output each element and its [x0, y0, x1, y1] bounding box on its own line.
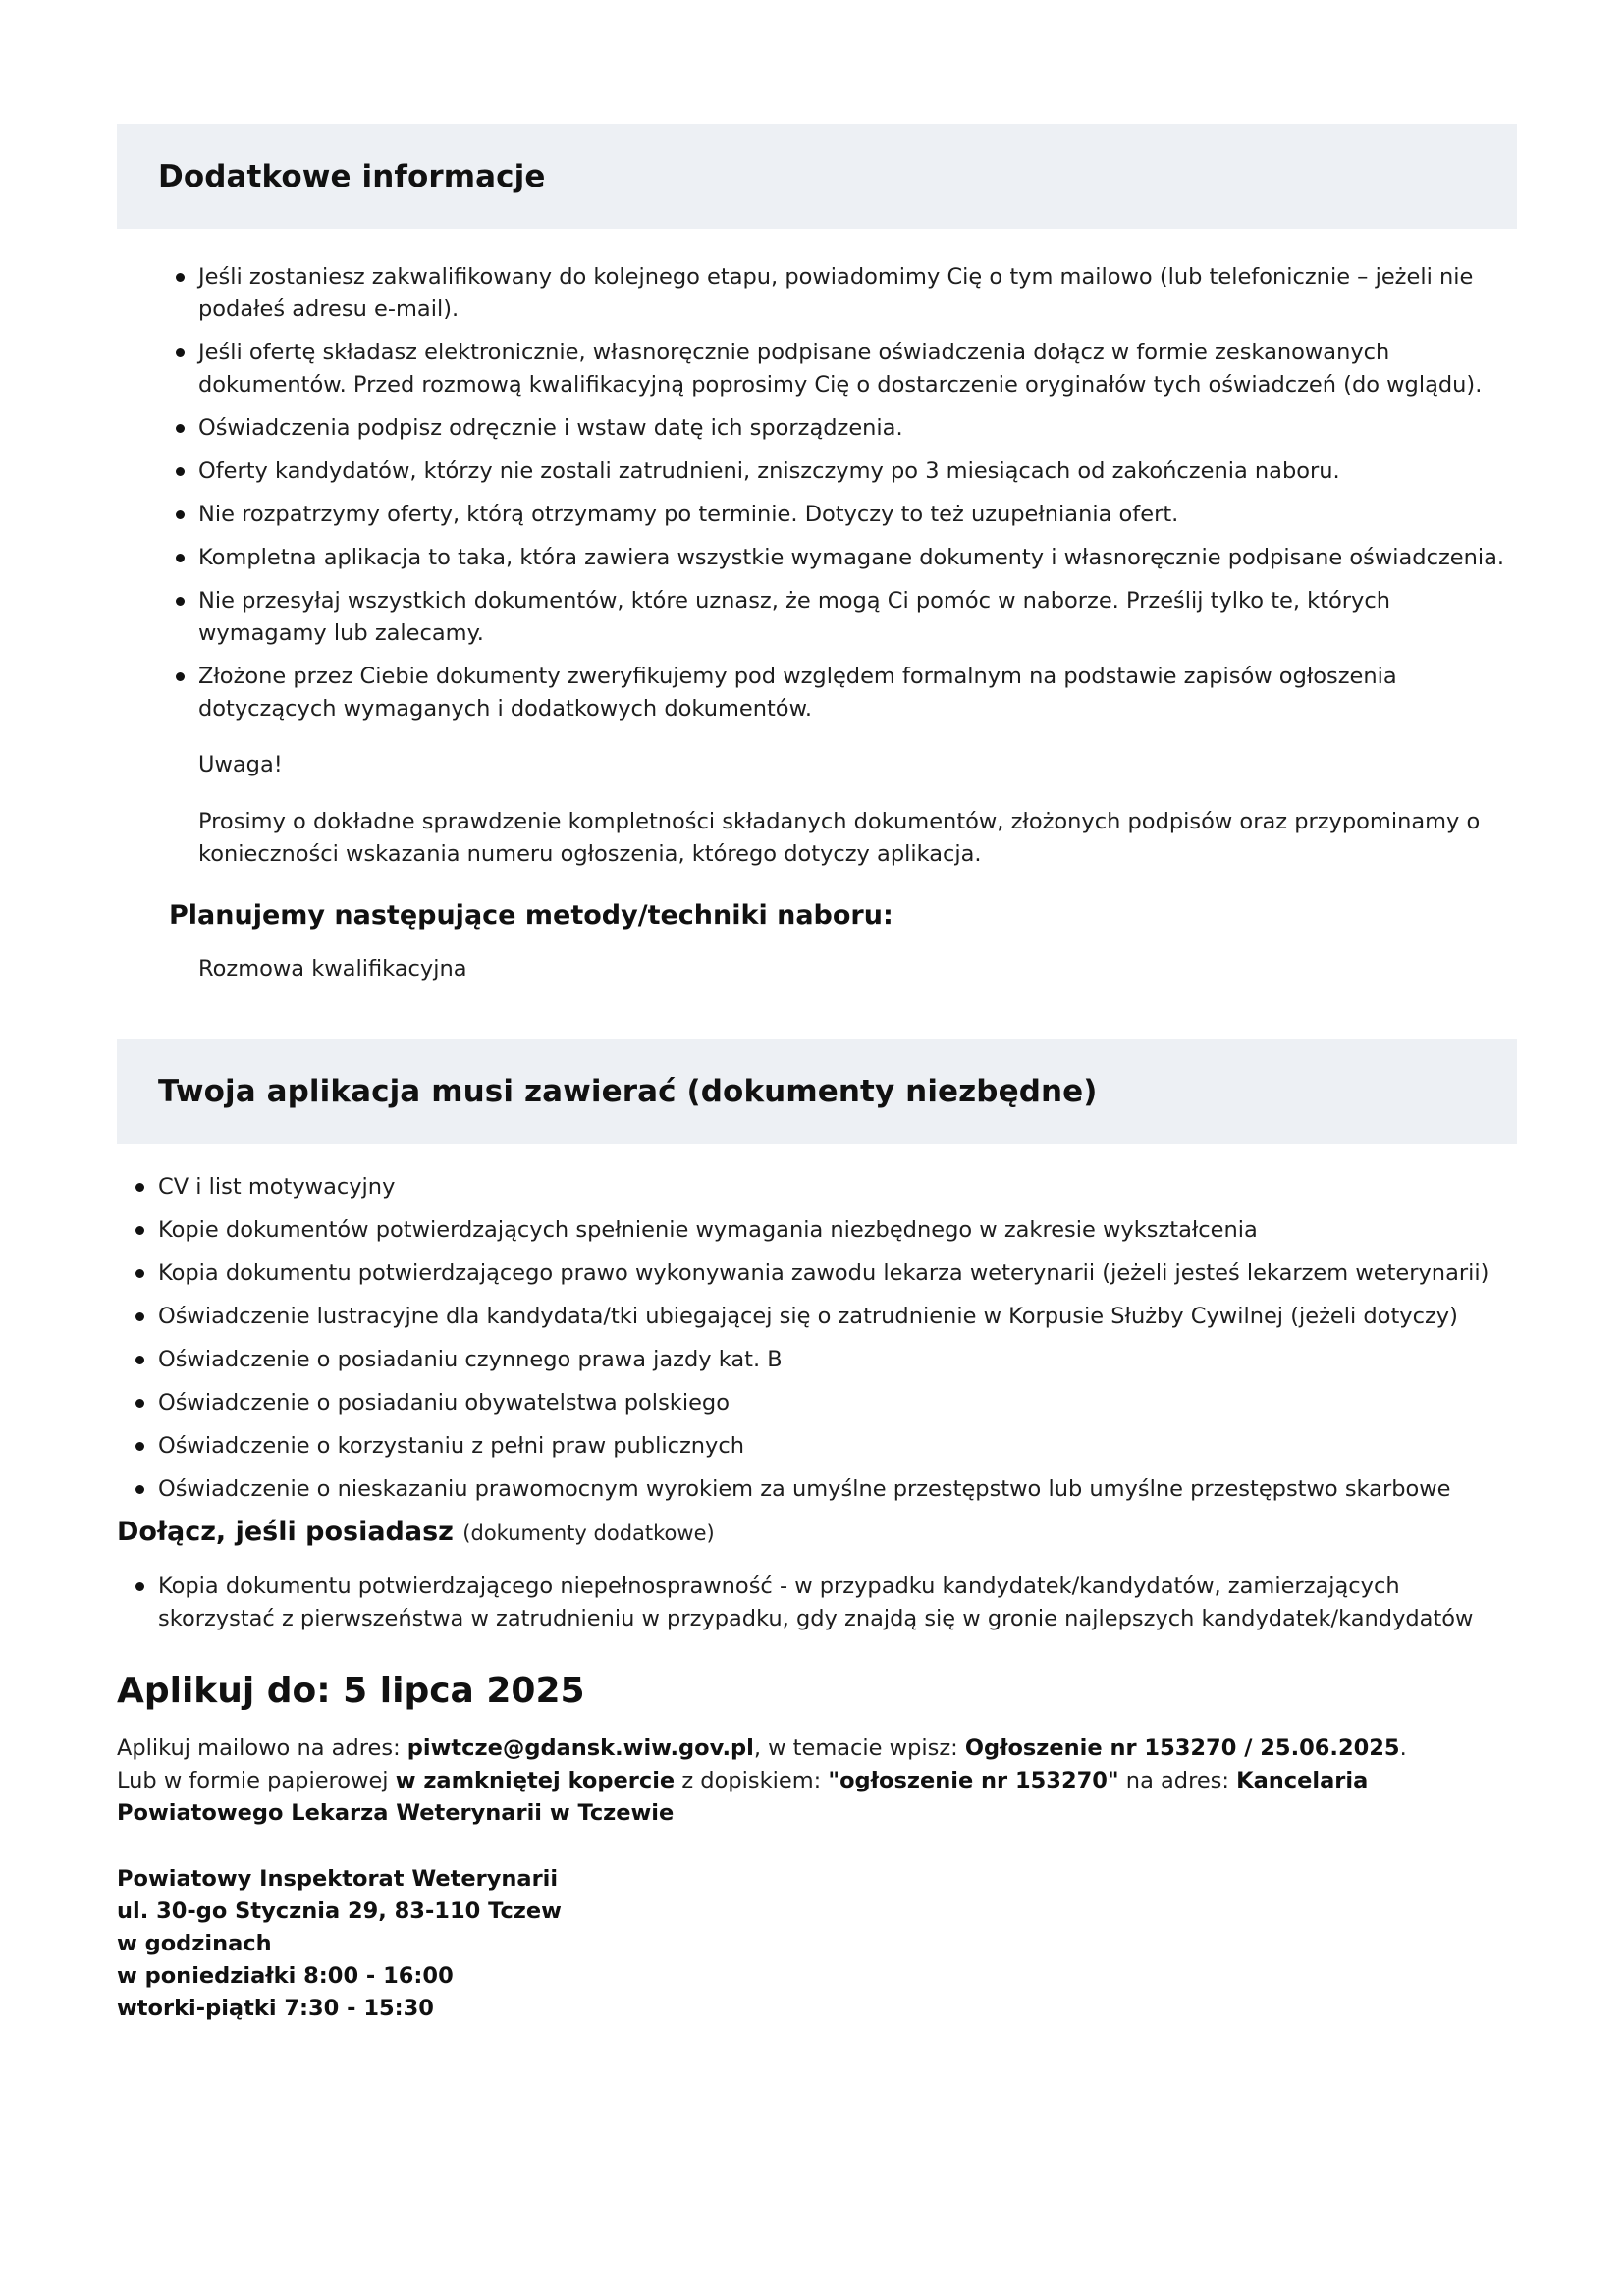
bullet-icon	[135, 1226, 144, 1235]
apply-deadline-title: Aplikuj do: 5 lipca 2025	[117, 1671, 585, 1711]
bullet-icon	[176, 424, 185, 433]
list-item: Oświadczenia podpisz odręcznie i wstaw datę ich sporządzenia.	[198, 412, 1517, 445]
optional-docs-heading	[117, 1517, 1517, 1547]
list-item: Nie rozpatrzymy oferty, którą otrzymamy po terminie. Dotyczy to też uzupełniania ofert.	[198, 499, 1517, 531]
bullet-icon	[176, 467, 185, 476]
apply-office: Kancelaria Powiatowego Lekarza Weterynarii w Tczewie	[117, 1768, 1369, 1826]
list-item: Oświadczenie o posiadaniu czynnego prawa jazdy kat. B	[158, 1344, 1517, 1376]
apply-subject: Ogłoszenie nr 153270 / 25.06.2025	[964, 1735, 1400, 1761]
bullet-icon	[135, 1442, 144, 1451]
address-line: w poniedziałki 8:00 - 16:00	[117, 1963, 454, 1989]
optional-docs-list	[117, 1571, 1517, 1635]
bullet-icon	[176, 510, 185, 519]
list-item: Nie przesyłaj wszystkich dokumentów, które uznasz, że mogą Ci pomóc w naborze. Prześlij tylko te, których wymagamy lub zalecamy.	[198, 585, 1517, 650]
bullet-icon	[176, 672, 185, 681]
list-item: Kopia dokumentu potwierdzającego niepełnosprawność - w przypadku kandydatek/kandydatów, zamierzających skorzystać z pierwszeństwa w zatrudnieniu w przypadku, gdy znajdą się w gronie najlepszych kandydatek/kandydatów	[158, 1571, 1517, 1635]
apply-email: piwtcze@gdansk.wiw.gov.pl	[406, 1735, 754, 1761]
bullet-icon	[135, 1183, 144, 1192]
list-item: Oświadczenie o korzystaniu z pełni praw publicznych	[158, 1430, 1517, 1463]
list-item: Oferty kandydatów, którzy nie zostali zatrudnieni, zniszczymy po 3 miesiącach od zakończenia naboru.	[198, 455, 1517, 488]
list-item: CV i list motywacyjny	[158, 1171, 1517, 1203]
bullet-icon	[135, 1269, 144, 1278]
list-item: Kopie dokumentów potwierdzających spełnienie wymagania niezbędnego w zakresie wykształcenia	[158, 1214, 1517, 1247]
optional-docs-title: Dołącz, jeśli posiadasz	[117, 1517, 454, 1547]
list-item: Oświadczenie o posiadaniu obywatelstwa polskiego	[158, 1387, 1517, 1419]
address-line: Powiatowy Inspektorat Weterynarii	[117, 1866, 559, 1892]
bullet-icon	[135, 1356, 144, 1364]
additional-info-header	[117, 124, 1517, 229]
list-item: Jeśli ofertę składasz elektronicznie, własnoręcznie podpisane oświadczenia dołącz w formie zeskanowanych dokumentów. Przed rozmową kwalifikacyjną poprosimy Cię o dostarczenie oryginałów tych oświadczeń (do wglądu).	[198, 337, 1517, 401]
bullet-icon	[135, 1399, 144, 1408]
methods-value: Rozmowa kwalifikacyjna	[198, 956, 467, 982]
additional-info-title: Dodatkowe informacje	[158, 158, 546, 194]
warning-note	[117, 749, 1517, 871]
address-line: wtorki-piątki 7:30 - 15:30	[117, 1996, 434, 2021]
list-item: Kopia dokumentu potwierdzającego prawo wykonywania zawodu lekarza weterynarii (jeżeli jesteś lekarzem weterynarii)	[158, 1257, 1517, 1290]
warning-label: Uwaga!	[198, 752, 283, 777]
postal-address	[117, 1863, 1517, 2025]
bullet-icon	[135, 1485, 144, 1494]
required-docs-header	[117, 1039, 1517, 1144]
optional-docs-subtitle: (dokumenty dodatkowe)	[462, 1522, 715, 1545]
list-item: Złożone przez Ciebie dokumenty zweryfikujemy pod względem formalnym na podstawie zapisów ogłoszenia dotyczących wymaganych i dodatkowych dokumentów.	[198, 661, 1517, 725]
apply-instructions	[117, 1733, 1517, 1830]
list-item: Oświadczenie lustracyjne dla kandydata/tki ubiegającej się o zatrudnienie w Korpusie Służby Cywilnej (jeżeli dotyczy)	[158, 1301, 1517, 1333]
list-item: Jeśli zostaniesz zakwalifikowany do kolejnego etapu, powiadomimy Cię o tym mailowo (lub telefonicznie – jeżeli nie podałeś adresu e-mail).	[198, 261, 1517, 326]
bullet-icon	[176, 273, 185, 282]
bullet-icon	[135, 1582, 144, 1591]
document-page	[117, 124, 1517, 2025]
required-docs-title: Twoja aplikacja musi zawierać (dokumenty niezbędne)	[158, 1073, 1098, 1109]
address-line: ul. 30-go Stycznia 29, 83-110 Tczew	[117, 1898, 562, 1924]
warning-text: Prosimy o dokładne sprawdzenie kompletności składanych dokumentów, złożonych podpisów oraz przypominamy o konieczności wskazania numeru ogłoszenia, którego dotyczy aplikacja.	[198, 809, 1481, 867]
additional-info-list	[117, 261, 1517, 725]
address-line: w godzinach	[117, 1931, 272, 1956]
bullet-icon	[135, 1312, 144, 1321]
list-item: Kompletna aplikacja to taka, która zawiera wszystkie wymagane dokumenty i własnoręcznie podpisane oświadczenia.	[198, 542, 1517, 574]
apply-paper-line: Lub w formie papierowej w zamkniętej kopercie z dopiskiem: "ogłoszenie nr 153270" na adres: Kancelaria Powiatowego Lekarza Weterynarii w Tczewie	[117, 1768, 1369, 1826]
bullet-icon	[176, 554, 185, 562]
methods-title: Planujemy następujące metody/techniki naboru:	[169, 900, 893, 931]
apply-email-line: Aplikuj mailowo na adres: piwtcze@gdansk.wiw.gov.pl, w temacie wpisz: Ogłoszenie nr 153270 / 25.06.2025.	[117, 1735, 1407, 1761]
bullet-icon	[176, 348, 185, 357]
bullet-icon	[176, 597, 185, 606]
list-item: Oświadczenie o nieskazaniu prawomocnym wyrokiem za umyślne przestępstwo lub umyślne przestępstwo skarbowe	[158, 1473, 1517, 1506]
required-docs-list	[117, 1171, 1517, 1506]
